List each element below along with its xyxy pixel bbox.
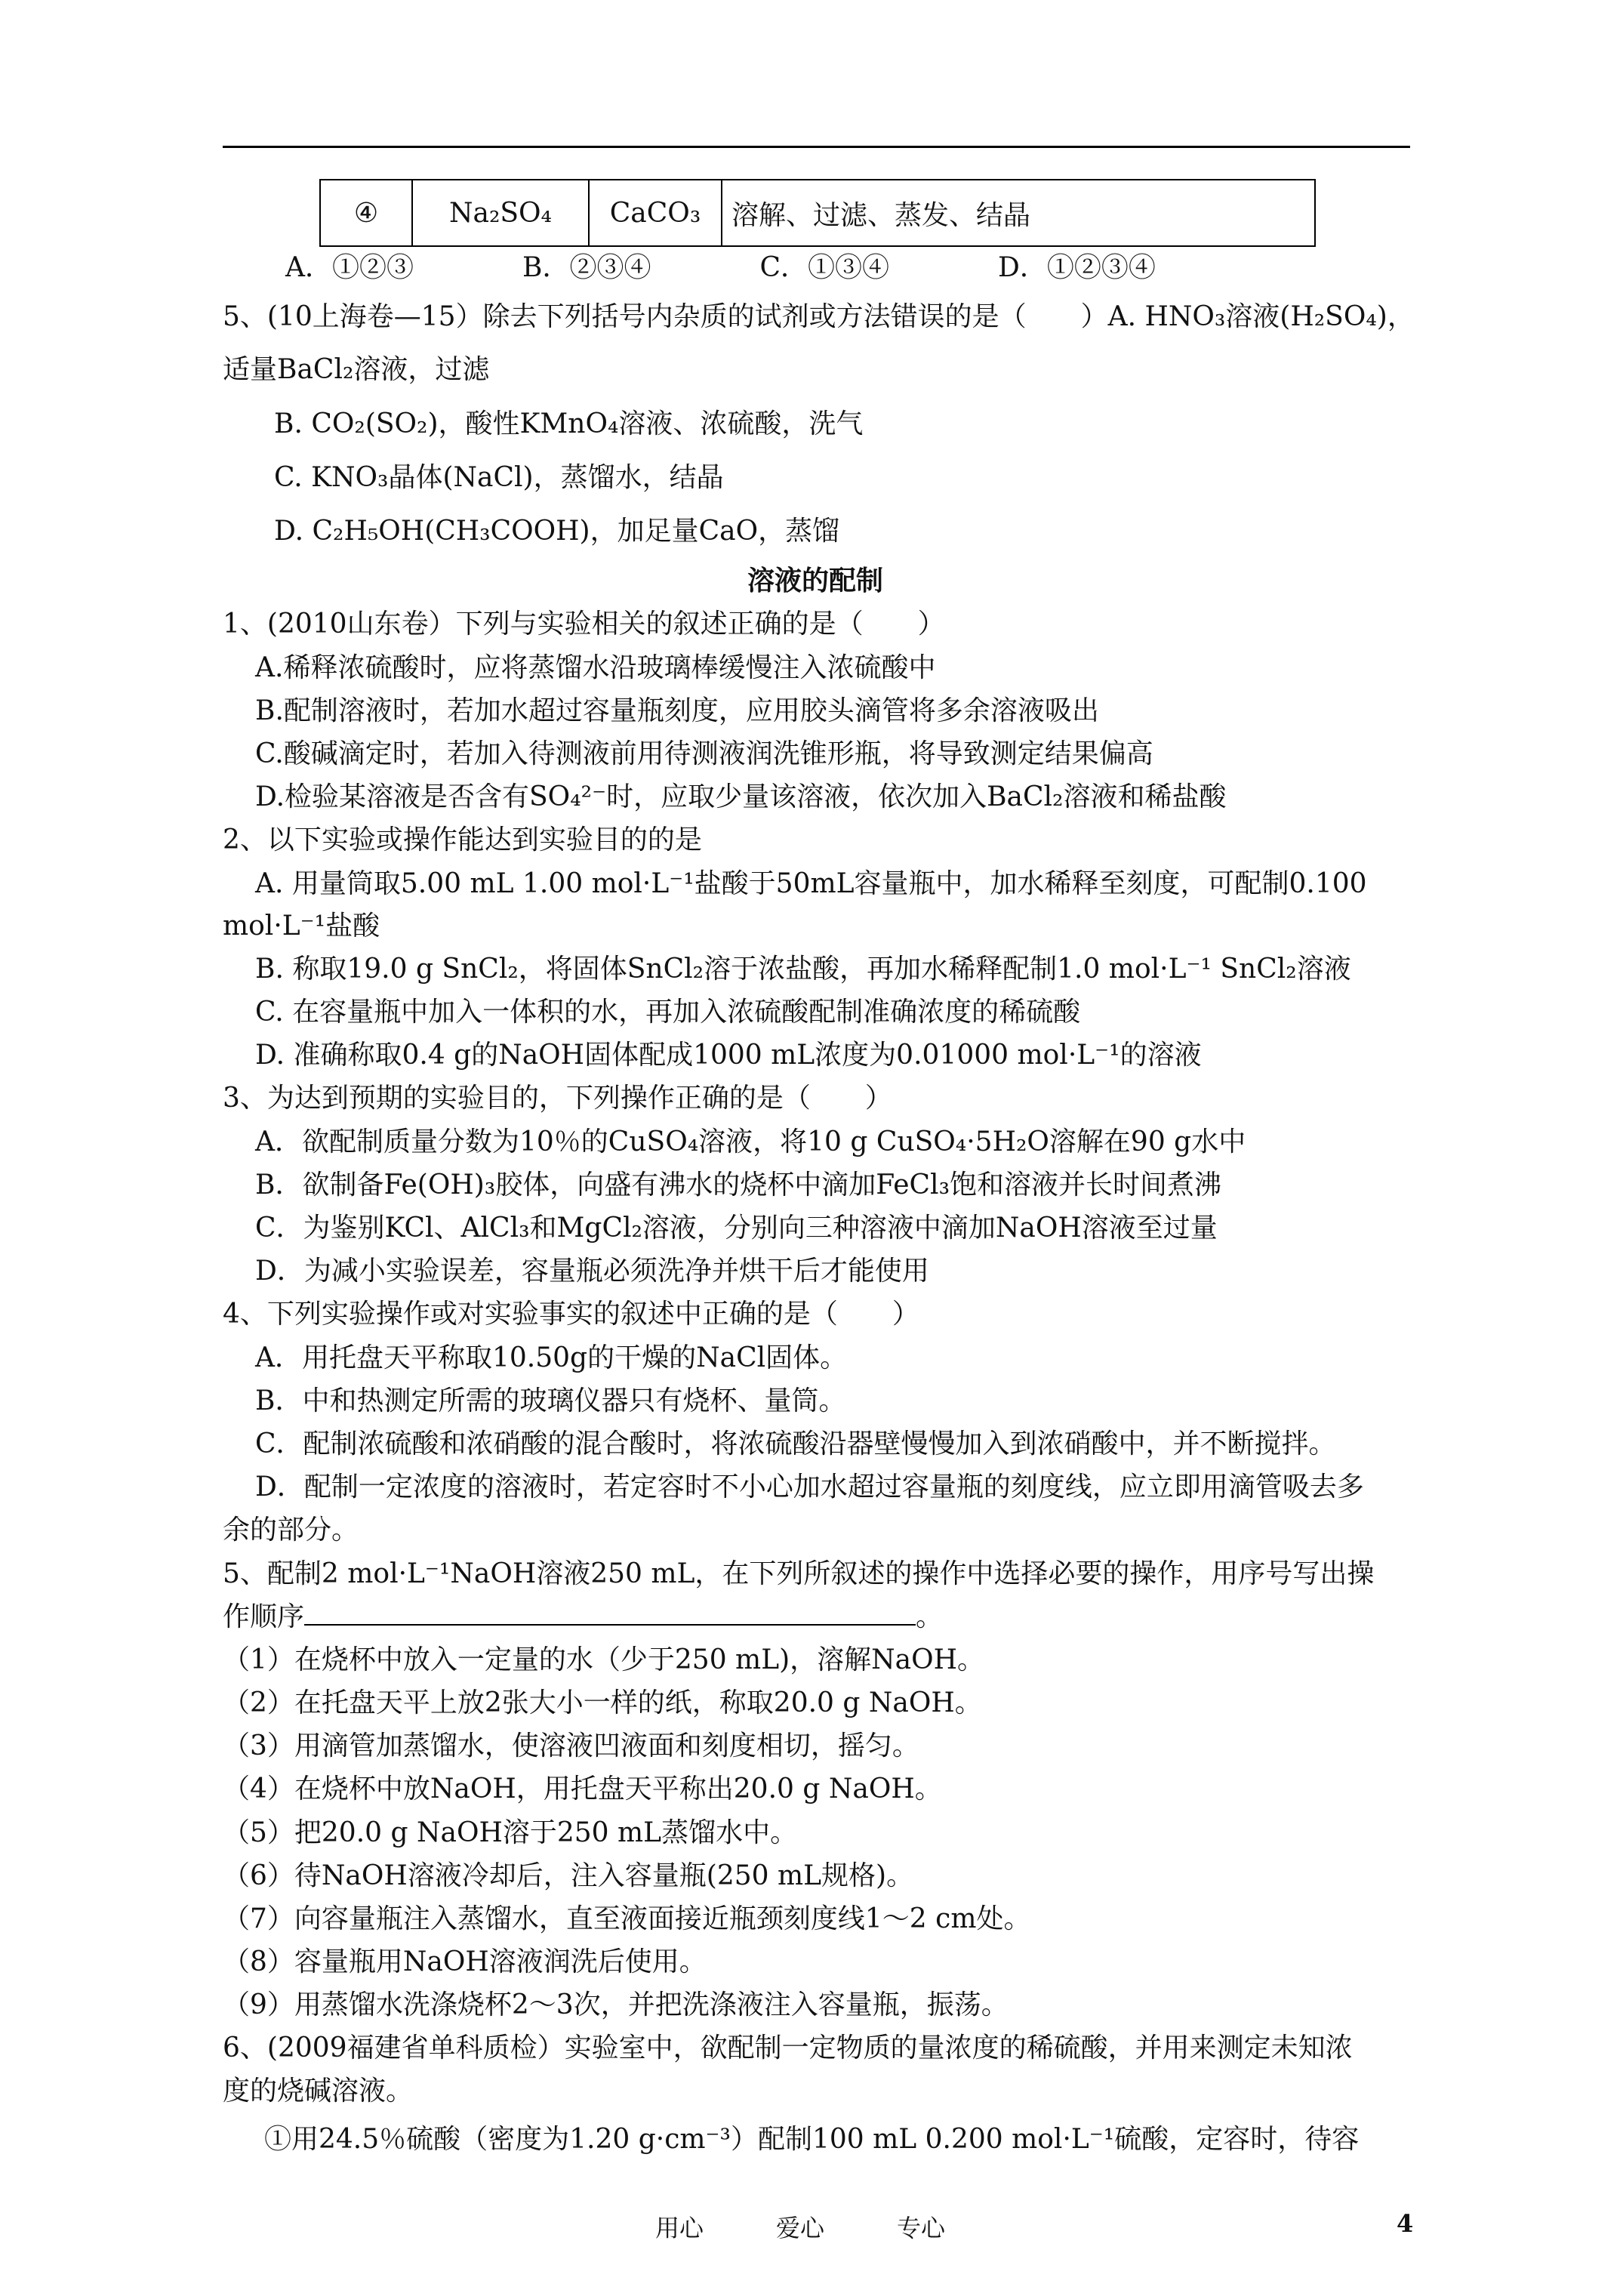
option-line: C.酸碱滴定时，若加入待测液前用待测液润洗锥形瓶，将导致测定结果偏高: [255, 738, 1153, 769]
option-line: 余的部分。: [223, 1515, 359, 1546]
table-cell: ④: [320, 180, 412, 246]
option-line: C．配制浓硫酸和浓硝酸的混合酸时，将浓硫酸沿器壁慢慢加入到浓硝酸中，并不断搅拌。: [255, 1428, 1336, 1459]
question-line: 5、配制2 mol·L⁻¹NaOH溶液250 mL，在下列所叙述的操作中选择必要的操作，用序号写出操: [223, 1558, 1375, 1589]
header-rule: [223, 146, 1410, 148]
table-cell: Na₂SO₄: [412, 180, 589, 246]
step-line: （4）在烧杯中放NaOH，用托盘天平称出20.0 g NaOH。: [223, 1774, 942, 1804]
option-line: B．欲制备Fe(OH)₃胶体，向盛有沸水的烧杯中滴加FeCl₃饱和溶液并长时间煮沸: [255, 1170, 1222, 1200]
step-line: （6）待NaOH溶液冷却后，注入容量瓶(250 mL规格)。: [223, 1860, 914, 1891]
option-line: D．配制一定浓度的溶液时，若定容时不小心加水超过容量瓶的刻度线，应立即用滴管吸去多: [255, 1472, 1364, 1502]
question-line: ①用24.5％硫酸（密度为1.20 g·cm⁻³）配制100 mL 0.200 mol·L⁻¹硫酸，定容时，待容: [264, 2124, 1360, 2155]
option-line: D.检验某溶液是否含有SO₄²⁻时，应取少量该溶液，依次加入BaCl₂溶液和稀盐酸: [255, 781, 1227, 812]
option-line: B．中和热测定所需的玻璃仪器只有烧杯、量筒。: [255, 1385, 846, 1416]
question-line: 1、(2010山东卷）下列与实验相关的叙述正确的是（ ）: [223, 609, 945, 639]
option-line: B.配制溶液时，若加水超过容量瓶刻度，应用胶头滴管将多余溶液吸出: [255, 695, 1099, 726]
option-line: B. CO₂(SO₂)，酸性KMnO₄溶液、浓硫酸，洗气: [274, 408, 864, 439]
option-line: D．为减小实验误差，容量瓶必须洗净并烘干后才能使用: [255, 1256, 929, 1287]
question-line: 2、以下实验或操作能达到实验目的的是: [223, 824, 702, 855]
step-line: （5）把20.0 g NaOH溶于250 mL蒸馏水中。: [223, 1817, 798, 1848]
option-line: B. 称取19.0 g SnCl₂，将固体SnCl₂溶于浓盐酸，再加水稀释配制1.0 mol·L⁻¹ SnCl₂溶液: [255, 954, 1351, 985]
step-line: （8）容量瓶用NaOH溶液润洗后使用。: [223, 1946, 707, 1977]
separation-table: [319, 179, 1316, 247]
step-line: （3）用滴管加蒸馏水，使溶液凹液面和刻度相切，摇匀。: [223, 1730, 919, 1761]
answer-blank: [304, 1601, 916, 1626]
question-line: 3、为达到预期的实验目的，下列操作正确的是（ ）: [223, 1083, 892, 1114]
option-line: D. 准确称取0.4 g的NaOH固体配成1000 mL浓度为0.01000 mol·L⁻¹的溶液: [255, 1040, 1202, 1071]
table-cell: 溶解、过滤、蒸发、结晶: [722, 180, 1315, 246]
option-line: A．欲配制质量分数为10％的CuSO₄溶液，将10 g CuSO₄·5H₂O溶解在90 g水中: [255, 1126, 1246, 1157]
option-line: A．用托盘天平称取10.50g的干燥的NaCl固体。: [255, 1342, 848, 1373]
step-line: （7）向容量瓶注入蒸馏水，直至液面接近瓶颈刻度线1～2 cm处。: [223, 1903, 1031, 1934]
question-line: 适量BaCl₂溶液，过滤: [223, 354, 490, 385]
option-line: mol·L⁻¹盐酸: [223, 911, 380, 942]
question-line: 6、(2009福建省单科质检）实验室中，欲配制一定物质的量浓度的稀硫酸，并用来测定未知浓: [223, 2032, 1353, 2063]
option-line: C. 在容量瓶中加入一体积的水，再加入浓硫酸配制准确浓度的稀硫酸: [255, 997, 1081, 1028]
option-line: C. KNO₃晶体(NaCl)，蒸馏水，结晶: [274, 462, 724, 493]
option-line: C．为鉴别KCl、AlCl₃和MgCl₂溶液，分别向三种溶液中滴加NaOH溶液至过量: [255, 1213, 1218, 1244]
table-cell: CaCO₃: [589, 180, 722, 246]
option-line: A.稀释浓硫酸时，应将蒸馏水沿玻璃棒缓慢注入浓硫酸中: [255, 652, 936, 683]
question-text: 。: [916, 1601, 944, 1632]
question-line: 度的烧碱溶液。: [223, 2076, 414, 2106]
step-line: （9）用蒸馏水洗涤烧杯2～3次，并把洗涤液注入容量瓶，振荡。: [223, 1989, 1009, 2020]
section-heading: 溶液的配制: [747, 565, 884, 596]
footer-motto: 用心 爱心 专心: [655, 2214, 946, 2242]
question-line: 5、(10上海卷—15）除去下列括号内杂质的试剂或方法错误的是（ ）A. HNO₃溶液(H₂SO₄)，: [223, 301, 1415, 332]
question-line: 4、下列实验操作或对实验事实的叙述中正确的是（ ）: [223, 1299, 919, 1330]
option-line: D. C₂H₅OH(CH₃COOH)，加足量CaO，蒸馏: [274, 516, 840, 547]
step-line: （1）在烧杯中放入一定量的水（少于250 mL)，溶解NaOH。: [223, 1644, 985, 1675]
question-line: [223, 1599, 943, 1635]
answer-options: A．①②③ B．②③④ C．①③④ D．①②③④: [285, 252, 1156, 283]
question-text: 作顺序: [223, 1601, 305, 1632]
page-number: 4: [1397, 2209, 1414, 2238]
option-line: A. 用量筒取5.00 mL 1.00 mol·L⁻¹盐酸于50mL容量瓶中，加水稀释至刻度，可配制0.100: [255, 868, 1367, 899]
step-line: （2）在托盘天平上放2张大小一样的纸，称取20.0 g NaOH。: [223, 1687, 982, 1718]
table-row: [320, 180, 1315, 246]
